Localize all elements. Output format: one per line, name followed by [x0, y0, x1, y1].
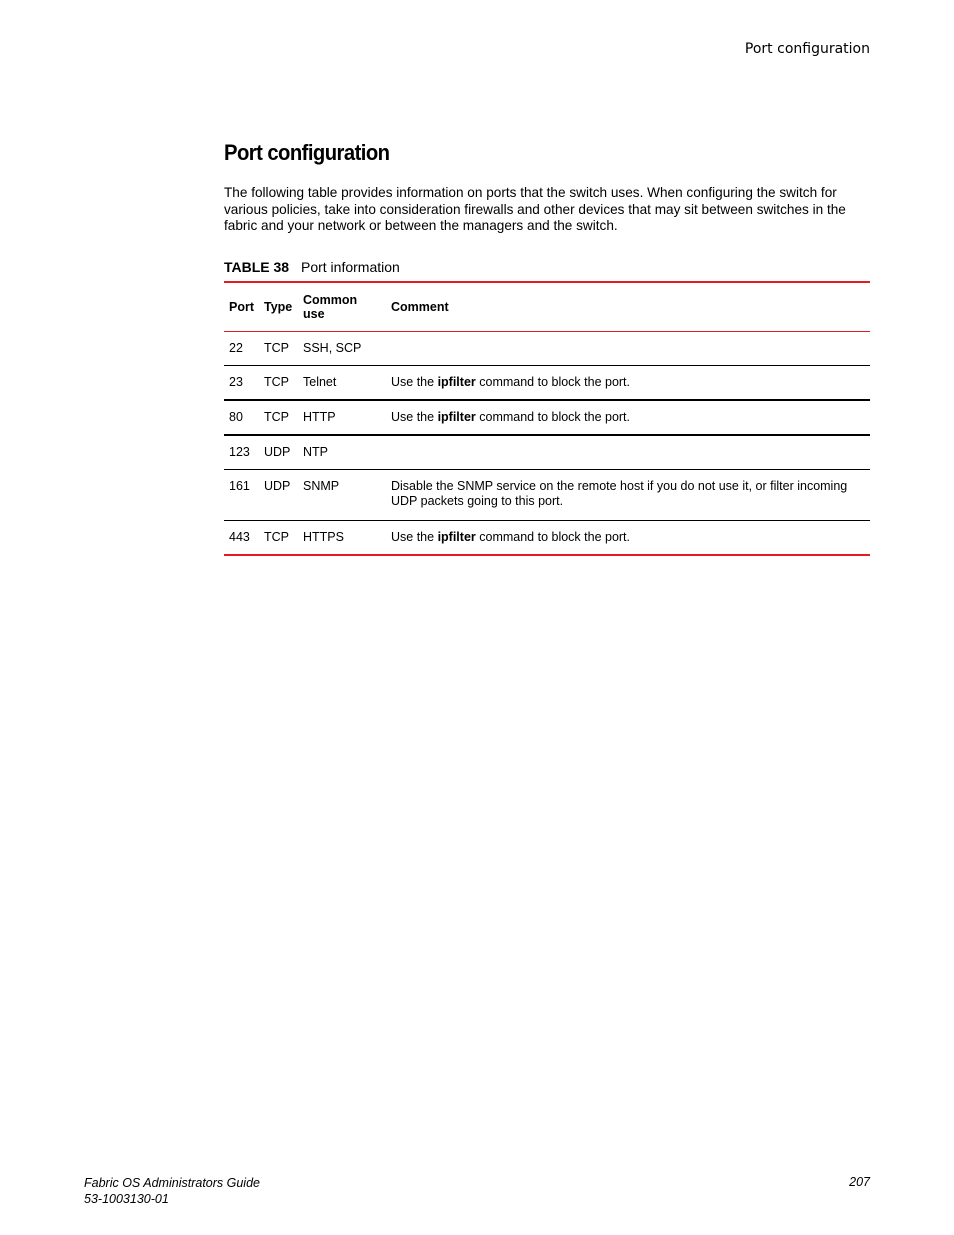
- cell-port: 123: [229, 445, 250, 459]
- column-header-port: Port: [229, 300, 254, 314]
- table-header-row: [224, 282, 870, 332]
- cell-common-use: HTTP: [303, 410, 336, 424]
- footer-guide-title: Fabric OS Administrators Guide: [84, 1176, 260, 1190]
- cell-port: 80: [229, 410, 243, 424]
- intro-paragraph: The following table provides information on ports that the switch uses. When configuring the switch for various policies, take into consideration firewalls and other devices that may sit between switches in the fabric and your network or between the managers and the switch.: [224, 185, 846, 233]
- section-title: Port configuration: [224, 140, 390, 165]
- column-header-common-use: Common use: [303, 293, 358, 321]
- table-row: [224, 435, 870, 470]
- table-row: [224, 470, 870, 521]
- column-header-comment: Comment: [391, 300, 449, 314]
- comment-text: command to block the port.: [475, 375, 631, 389]
- comment-text: Use the: [391, 530, 438, 544]
- cell-common-use: SNMP: [303, 479, 340, 493]
- cell-type: TCP: [264, 530, 289, 544]
- command-name: ipfilter: [437, 530, 476, 544]
- table-caption: [224, 259, 400, 275]
- cell-comment: [386, 332, 870, 366]
- command-name: ipfilter: [437, 375, 476, 389]
- footer-page-number: 207: [849, 1175, 870, 1189]
- running-header: Port configuration: [744, 41, 870, 57]
- comment-text: command to block the port.: [475, 530, 631, 544]
- table-row: [224, 366, 870, 401]
- cell-port: 443: [229, 530, 250, 544]
- cell-port: 161: [229, 479, 250, 493]
- column-header-type: Type: [264, 300, 293, 314]
- cell-type: TCP: [264, 375, 289, 389]
- cell-type: UDP: [264, 479, 291, 493]
- comment-text: Use the: [391, 410, 438, 424]
- command-name: ipfilter: [437, 410, 476, 424]
- cell-comment: [386, 366, 870, 401]
- cell-type: TCP: [264, 410, 289, 424]
- table-caption-title: Port information: [300, 259, 400, 275]
- table-caption-number: TABLE 38: [224, 259, 290, 275]
- cell-port: 23: [229, 375, 243, 389]
- comment-text: command to block the port.: [475, 410, 631, 424]
- cell-common-use: SSH, SCP: [303, 341, 362, 355]
- cell-common-use: NTP: [303, 445, 328, 459]
- cell-type: TCP: [264, 341, 289, 355]
- cell-comment: [386, 400, 870, 435]
- cell-type: UDP: [264, 445, 291, 459]
- footer-doc-number: 53-1003130-01: [84, 1192, 169, 1206]
- cell-port: 22: [229, 341, 243, 355]
- table-row: [224, 521, 870, 556]
- cell-comment: [386, 521, 870, 556]
- table-row: [224, 400, 870, 435]
- footer-left: [84, 1175, 260, 1207]
- cell-common-use: Telnet: [303, 375, 337, 389]
- comment-text: Use the: [391, 375, 438, 389]
- port-information-table: [224, 281, 870, 556]
- cell-comment: Disable the SNMP service on the remote host if you do not use it, or filter incoming UDP packets going to this port.: [391, 479, 848, 508]
- cell-common-use: HTTPS: [303, 530, 344, 544]
- table-row: [224, 332, 870, 366]
- cell-comment: [386, 435, 870, 470]
